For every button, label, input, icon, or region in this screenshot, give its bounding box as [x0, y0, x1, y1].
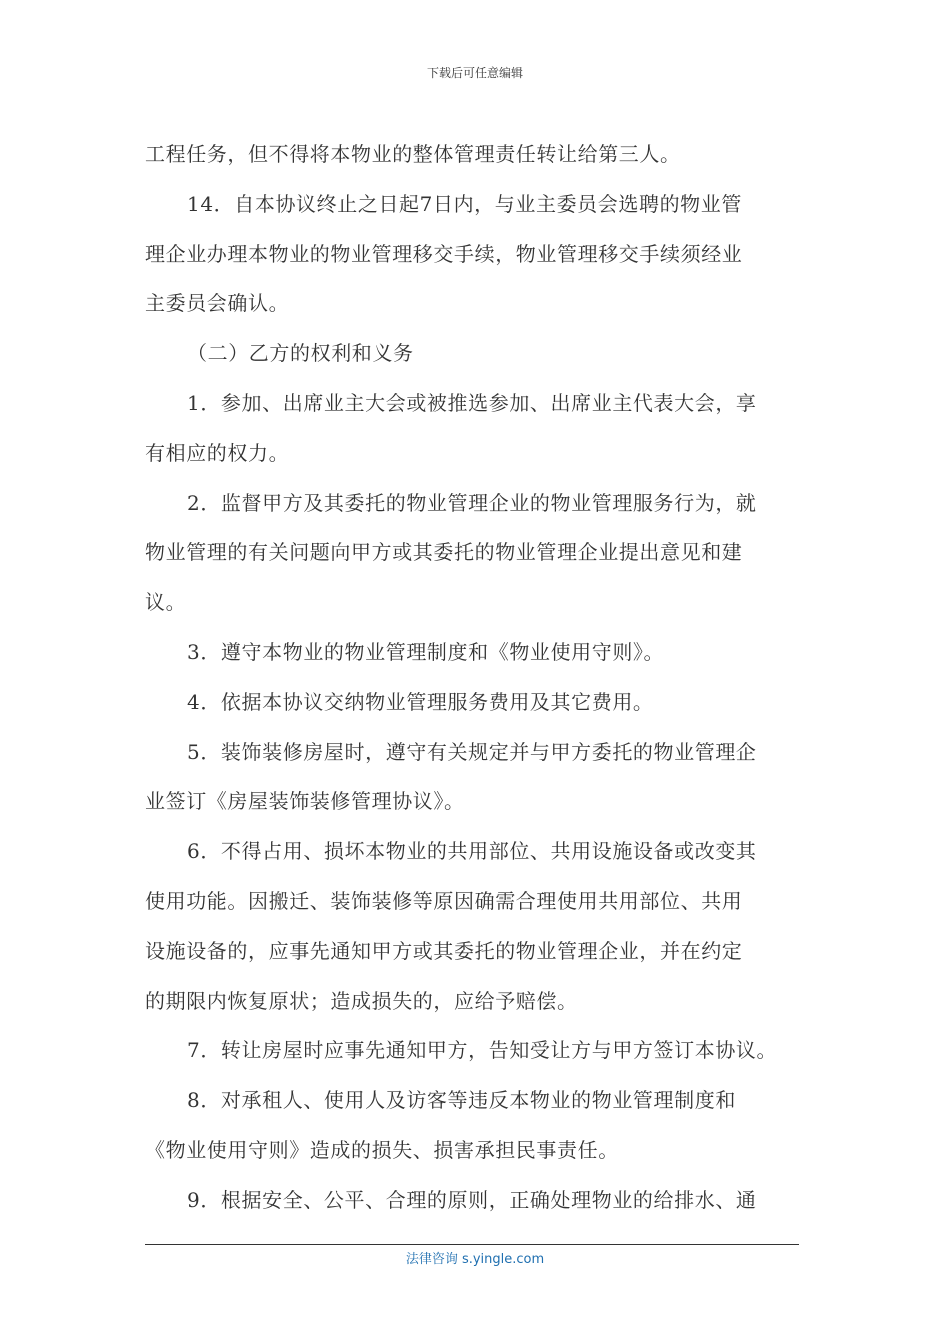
- text-line: 业签订《房屋装饰装修管理协议》。: [145, 789, 465, 814]
- page-header: 下载后可任意编辑: [426, 66, 523, 80]
- document-body: [145, 130, 805, 1226]
- text-line: 的期限内恢复原状；造成损失的，应给予赔偿。: [145, 988, 578, 1013]
- text-line: 理企业办理本物业的物业管理移交手续，物业管理移交手续须经业: [145, 241, 743, 266]
- text-line: 1．参加、出席业主大会或被推选参加、出席业主代表大会，享: [187, 390, 757, 415]
- text-line: 3．遵守本物业的物业管理制度和《物业使用守则》。: [187, 639, 665, 664]
- footer-divider: [145, 1244, 799, 1245]
- page-footer-link[interactable]: 法律咨询 s.yingle.com: [405, 1252, 545, 1267]
- text-line: 使用功能。因搬迁、装饰装修等原因确需合理使用共用部位、共用: [145, 888, 743, 913]
- text-line: 2．监督甲方及其委托的物业管理企业的物业管理服务行为，就: [187, 490, 757, 515]
- text-line: 《物业使用守则》造成的损失、损害承担民事责任。: [145, 1137, 619, 1162]
- text-line: 7．转让房屋时应事先通知甲方，告知受让方与甲方签订本协议。: [187, 1038, 778, 1063]
- text-line: 5．装饰装修房屋时，遵守有关规定并与甲方委托的物业管理企: [187, 739, 757, 764]
- text-line: 8．对承租人、使用人及访客等违反本物业的物业管理制度和: [187, 1088, 736, 1113]
- text-line: 工程任务，但不得将本物业的整体管理责任转让给第三人。: [145, 142, 681, 166]
- text-line: 设施设备的，应事先通知甲方或其委托的物业管理企业，并在约定: [145, 938, 743, 963]
- text-line: 物业管理的有关问题向甲方或其委托的物业管理企业提出意见和建: [145, 540, 743, 565]
- text-line: （二）乙方的权利和义务: [187, 341, 414, 366]
- text-line: 9．根据安全、公平、合理的原则，正确处理物业的给排水、通: [187, 1187, 757, 1212]
- text-line: 议。: [145, 590, 187, 615]
- text-line: 6．不得占用、损坏本物业的共用部位、共用设施设备或改变其: [187, 839, 757, 864]
- text-line: 有相应的权力。: [145, 440, 290, 465]
- text-line: 主委员会确认。: [145, 291, 290, 316]
- text-line: 4．依据本协议交纳物业管理服务费用及其它费用。: [187, 689, 654, 714]
- text-line: 14．自本协议终止之日起7日内，与业主委员会选聘的物业管: [187, 191, 742, 216]
